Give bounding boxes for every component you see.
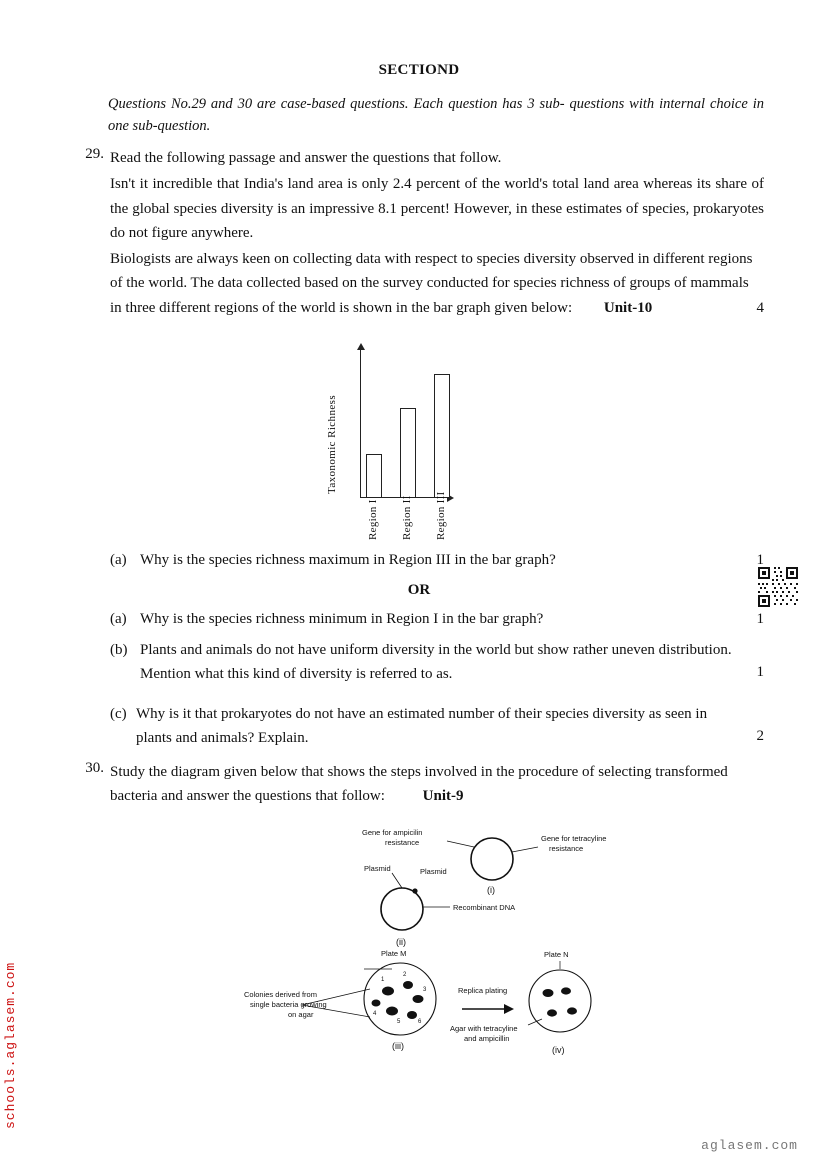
question-30 — [74, 760, 764, 809]
question-29-stem: Read the following passage and answer the questions that follow. — [110, 149, 502, 166]
svg-text:5: 5 — [397, 1018, 401, 1025]
question-29-sub-b — [110, 638, 764, 686]
question-29-sub-a1 — [110, 548, 764, 572]
question-29-sub-c-marks: 2 — [756, 728, 764, 745]
chart-bar-region-i — [366, 454, 382, 497]
label-step-iii: (iii) — [392, 1040, 404, 1051]
svg-text:3: 3 — [423, 986, 427, 993]
svg-text:4: 4 — [373, 1010, 377, 1017]
svg-text:6: 6 — [418, 1018, 422, 1025]
question-29-sub-b-text: Plants and animals do not have uniform diversity in the world but show rather uneven distribution. Mention what this kind of diversity is referred to as. — [140, 642, 732, 683]
chart-y-axis — [360, 348, 361, 498]
question-29-paragraph-2: Biologists are always keen on collecting data with respect to species diversity observed in different regions of the world. The data collected based on the survey conducted for species richness of groups of mammals in three different regions of the world is shown in the bar graph given below: — [110, 251, 753, 316]
question-29-or-label: OR — [407, 582, 431, 599]
question-29-sub-a1-label: (a) — [110, 552, 127, 569]
svg-text:2: 2 — [403, 971, 407, 978]
question-29-sub-c — [110, 702, 764, 750]
chart-y-axis-label: Taxonomic Richness — [326, 395, 338, 495]
chart-bar-region-ii — [400, 408, 416, 497]
plasmid-diagram — [242, 819, 662, 1079]
svg-text:1: 1 — [381, 976, 385, 983]
label-agar-1: Agar with tetracyline — [450, 1023, 518, 1033]
question-29-number: 29. — [85, 145, 104, 162]
label-step-i: (i) — [487, 884, 495, 895]
chart-bar-region-iii — [434, 374, 450, 497]
label-step-iv: (iv) — [552, 1044, 565, 1055]
corner-watermark: aglasem.com — [701, 1138, 798, 1153]
question-29-sub-c-label: (c) — [110, 706, 127, 723]
label-colonies-3: on agar — [288, 1009, 314, 1019]
chart-xtick-region-ii: Region II — [401, 495, 413, 541]
label-colonies-1: Colonies derived from — [244, 989, 317, 999]
label-gene-tetracycline-2: resistance — [549, 843, 584, 853]
question-30-unit-tag: Unit-9 — [422, 788, 464, 805]
side-watermark: schools.aglasem.com — [3, 961, 18, 1129]
label-recombinant-dna: Recombinant DNA — [453, 902, 516, 912]
label-plate-n: Plate N — [544, 949, 569, 959]
label-plasmid-2: Plasmid — [420, 866, 447, 876]
question-29-sub-c-text: Why is it that prokaryotes do not have an estimated number of their species diversity as seen in plants and animals? Explain. — [136, 706, 708, 747]
question-29-sub-a1-marks: 1 — [756, 552, 764, 569]
question-30-stem: Study the diagram given below that shows the steps involved in the procedure of selecting transformed bacteria and answer the questions that follow: — [110, 764, 728, 805]
bar-chart — [274, 326, 484, 541]
chart-xtick-region-i: Region I — [367, 499, 379, 541]
label-plate-m: Plate M — [381, 948, 407, 958]
label-agar-2: and ampicillin — [464, 1033, 510, 1043]
question-30-number: 30. — [85, 760, 104, 777]
question-29-sub-a2-label: (a) — [110, 611, 127, 628]
question-29-marks: 4 — [756, 299, 764, 316]
question-29-sub-b-label: (b) — [110, 642, 128, 659]
document-content — [74, 62, 764, 1081]
label-colonies-2: single bacteria growing — [250, 999, 327, 1009]
chart-xtick-region-iii: Region III — [435, 491, 447, 541]
label-gene-tetracycline: Gene for tetracyline — [541, 833, 607, 843]
section-heading: SECTIOND — [378, 62, 460, 78]
question-29 — [74, 146, 764, 320]
section-instruction: Questions No.29 and 30 are case-based questions. Each question has 3 sub- questions with internal choice in one sub-question. — [108, 96, 764, 135]
label-plasmid: Plasmid — [364, 863, 391, 873]
question-29-unit-tag: Unit-10 — [603, 299, 653, 316]
plasmid-diagram-figure — [74, 819, 764, 1081]
question-29-sub-a2 — [110, 607, 764, 631]
label-step-ii: (ii) — [396, 936, 406, 947]
question-29-sub-b-marks: 1 — [756, 664, 764, 681]
question-29-sub-a2-marks: 1 — [756, 611, 764, 628]
question-29-sub-a2-text: Why is the species richness minimum in Region I in the bar graph? — [140, 611, 544, 628]
label-replica-plating: Replica plating — [458, 985, 508, 995]
question-29-paragraph-1: Isn't it incredible that India's land area is only 2.4 percent of the world's total land area whereas its share of the global species diversity is an impressive 8.1 percent! However, in these estimates of species, prokaryotes do not figure anywhere. — [110, 176, 764, 241]
bar-chart-figure — [74, 326, 764, 541]
label-gene-ampicilin: Gene for ampicilin — [362, 827, 423, 837]
label-gene-ampicilin-2: resistance — [385, 837, 420, 847]
question-29-sub-a1-text: Why is the species richness maximum in Region III in the bar graph? — [140, 552, 556, 569]
